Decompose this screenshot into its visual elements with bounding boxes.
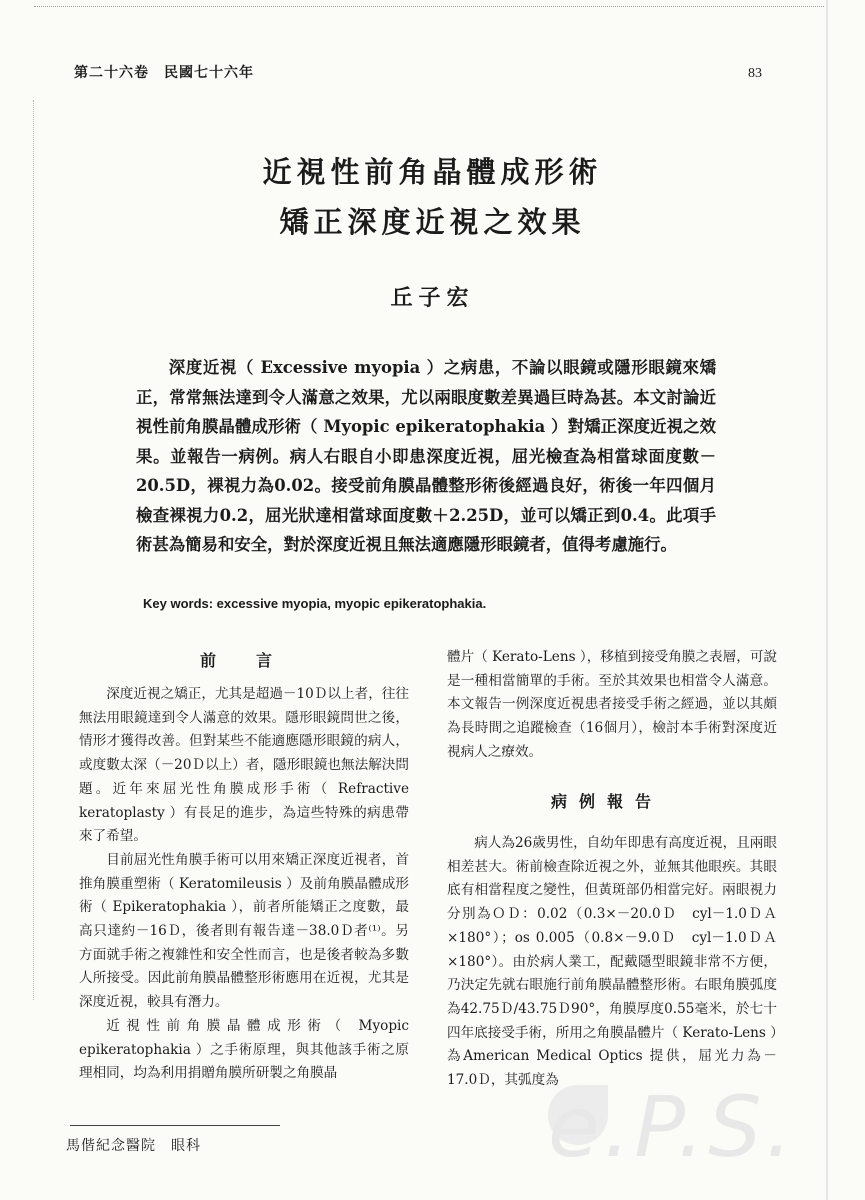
watermark-text: e.P.S. — [548, 1078, 797, 1176]
abstract — [136, 353, 716, 560]
right-column-top — [447, 646, 777, 765]
running-head: 第二十六卷 民國七十六年 — [74, 65, 254, 81]
scan-top-border — [34, 6, 824, 7]
article-title-line-1: 近視性前角晶體成形術 — [262, 155, 603, 189]
keywords: Key words: excessive myopia, myopic epikeratophakia. — [143, 596, 487, 611]
section-heading-introduction: 前 言 — [200, 651, 285, 670]
author: 丘子宏 — [390, 285, 475, 311]
section-heading-case-report: 病例報告 — [551, 792, 664, 811]
article-title-line-2: 矯正深度近視之效果 — [279, 205, 586, 239]
footer-rule — [70, 1125, 280, 1126]
footer-affiliation: 馬偕紀念醫院 眼科 — [66, 1138, 201, 1154]
page-number: 83 — [748, 66, 762, 81]
intro-paragraph: 目前屈光性角膜手術可以用來矯正深度近視者，首推角膜重塑術（ Keratomileusis ）及前角膜晶體成形術（ Epikeratophakia ），前者所能矯正之度數，最高只達約－16Ｄ，後者則有報告達－38.0Ｄ者⁽¹⁾。另方面就手術之複雜性和安全性而言，也是後者較為多數人所接受。因此前角膜晶體整形術應用在近視，尤其是深度近視，較具有潛力。 — [79, 851, 409, 1011]
left-column — [79, 683, 409, 1086]
abstract-text: 深度近視（ Excessive myopia ）之病患，不論以眼鏡或隱形眼鏡來矯正，常常無法達到令人滿意之效果，尤以兩眼度數差異過巨時為甚。本文討論近視性前角膜晶體成形術（ Myopic epikeratophakia ）對矯正深度近視之效果。並報告一病例。病人右眼自小即患深度近視，屈光檢查為相當球面度數－20.5D，裸視力為0.02。接受前角膜晶體整形術後經過良好，術後一年四個月檢查裸視力0.2，屈光狀達相當球面度數＋2.25D，並可以矯正到0.4。此項手術甚為簡易和安全，對於深度近視且無法適應隱形眼鏡者，值得考慮施行。 — [136, 358, 716, 554]
intro-paragraph: 深度近視之矯正，尤其是超過－10Ｄ以上者，往往無法用眼鏡達到令人滿意的效果。隱形眼鏡問世之後，情形才獲得改善。但對某些不能適應隱形眼鏡的病人，或度數太深（－20Ｄ以上）者，隱形眼鏡也無法解決問題。近年來屈光性角膜成形手術（ Refractive keratoplasty ）有長足的進步，為這些特殊的病患帶來了希望。 — [79, 686, 409, 845]
intro-continued: 體片（ Kerato-Lens ），移植到接受角膜之表層，可說是一種相當簡單的手術。至於其效果也相當令人滿意。本文報告一例深度近視患者接受手術之經過，並以其頗為長時間之追蹤檢查（16個月），檢討本手術對深度近視病人之療效。 — [447, 649, 778, 760]
right-column-case — [447, 832, 777, 1093]
intro-paragraph: 近視性前角膜晶體成形術（ Myopic epikeratophakia ）之手術原理，與其他該手術之原理相同，均為利用捐贈角膜所研製之角膜晶 — [79, 1017, 409, 1082]
case-paragraph: 病人為26歲男性，自幼年即患有高度近視，且兩眼相差甚大。術前檢查除近視之外，並無其他眼疾。其眼底有相當程度之變性，但黃斑部仍相當完好。兩眼視力分別為ＯＤ：0.02（0.3×－20.0Ｄ cyl－1.0ＤＡ×180°）；os 0.005（0.8×－9.0Ｄ cyl－1.0ＤＡ×180°）。由於病人業工，配戴隱型眼鏡非常不方便，乃決定先就右眼施行前角膜晶體整形術。右眼角膜弧度為42.75Ｄ/43.75Ｄ90°，角膜厚度0.55毫米，於七十四年底接受手術，所用之角膜晶體片（ Kerato-Lens ）為American Medical Optics 提供，屈光力為－17.0Ｄ，其弧度為 — [447, 835, 778, 1089]
